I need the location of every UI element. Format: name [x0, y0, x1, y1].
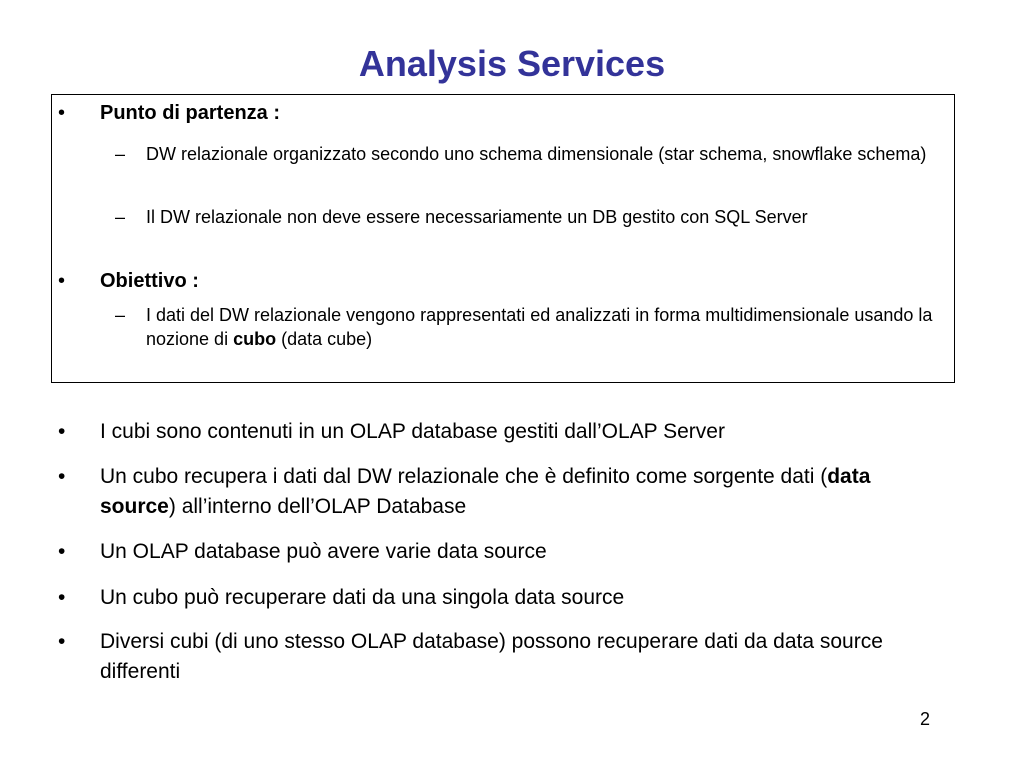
text-part: ) all’interno dell’OLAP Database — [168, 495, 467, 518]
sub-item-text: Il DW relazionale non deve essere necessariamente un DB gestito con SQL Server — [146, 207, 808, 227]
sub-item-text — [146, 303, 946, 351]
heading-obiettivo: Obiettivo : — [100, 270, 199, 292]
bullet-text: Un cubo può recuperare dati da una singola data source — [100, 586, 625, 609]
bullet-dot: • — [58, 270, 66, 292]
bullet-dot: • — [58, 102, 66, 124]
sub-item-text: DW relazionale organizzato secondo uno schema dimensionale (star schema, snowflake schema) — [146, 144, 927, 164]
text-part: I dati del DW relazionale vengono rappresentati ed analizzati in forma multidimensionale usando la nozione di — [146, 305, 933, 349]
bullet-dot: • — [58, 540, 66, 563]
bullet-text — [100, 462, 945, 522]
bullet-dot: • — [58, 630, 66, 653]
slide-title: Analysis Services — [358, 43, 666, 84]
text-part: Un cubo recupera i dati dal DW relazionale che è definito come sorgente dati ( — [100, 465, 828, 488]
bullet-dot: • — [58, 420, 66, 443]
heading-punto-di-partenza: Punto di partenza : — [100, 102, 280, 124]
page-number: 2 — [920, 709, 931, 729]
bullet-text: I cubi sono contenuti in un OLAP database gestiti dall’OLAP Server — [100, 420, 725, 443]
bullet-dot: • — [58, 465, 66, 488]
dash-marker: – — [115, 207, 126, 227]
bullet-text: Un OLAP database può avere varie data source — [100, 540, 547, 563]
dash-marker: – — [115, 305, 126, 325]
text-part: (data cube) — [276, 329, 373, 349]
dash-marker: – — [115, 144, 126, 164]
bullet-dot: • — [58, 586, 66, 609]
bold-term-data-source: data source — [100, 465, 871, 518]
bullet-text: Diversi cubi (di uno stesso OLAP database) possono recuperare dati da data source differenti — [100, 630, 883, 683]
bold-term-cubo: cubo — [233, 329, 277, 349]
